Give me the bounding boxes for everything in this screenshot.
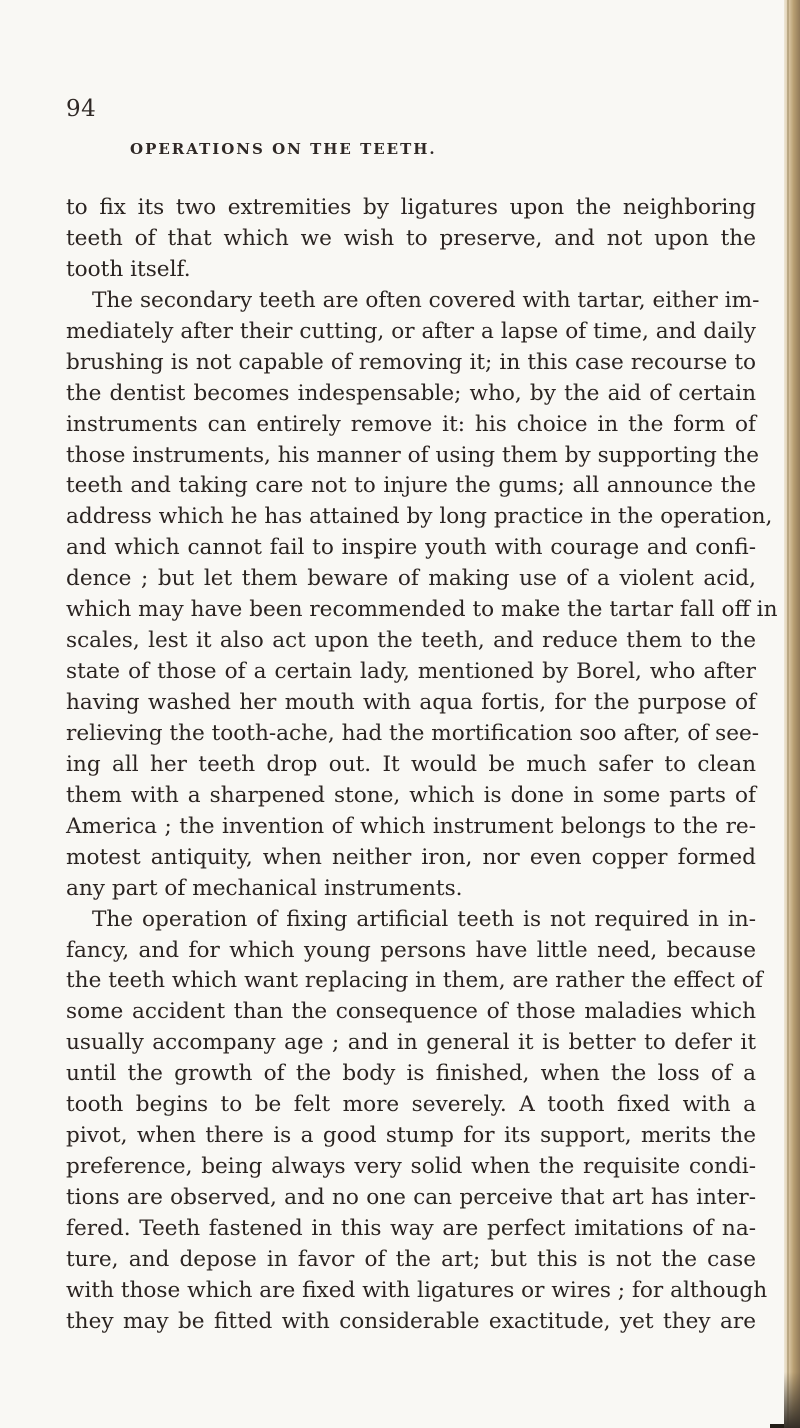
text-line: mediately after their cutting, or after a lapse of time, and daily — [66, 318, 756, 344]
text-line: fancy, and for which young persons have little need, because — [66, 937, 756, 963]
text-line: with those which are fixed with ligatures or wires ; for although — [66, 1277, 768, 1303]
text-line: tions are observed, and no one can perceive that art has inter- — [66, 1185, 756, 1210]
text-line: state of those of a certain lady, mentioned by Borel, who after — [66, 659, 756, 685]
text-line: having washed her mouth with aqua fortis, for the purpose of — [66, 690, 756, 715]
text-line: teeth and taking care not to injure the gums; all announce the — [66, 473, 756, 499]
text-line: dence ; but let them beware of making use of a violent acid, — [66, 566, 756, 592]
text-line: tooth begins to be felt more severely. A tooth fixed with a — [66, 1092, 756, 1118]
text-line: scales, lest it also act upon the teeth, and reduce them to the — [66, 628, 756, 654]
text-line: teeth of that which we wish to preserve, and not upon the — [66, 225, 756, 251]
text-line: ing all her teeth drop out. It would be much safer to clean — [66, 751, 756, 777]
text-line: any part of mechanical instruments. — [66, 875, 463, 901]
text-line: The secondary teeth are often covered with tartar, either im- — [92, 287, 760, 313]
running-head: OPERATIONS ON THE TEETH. — [130, 140, 437, 158]
text-line: The operation of fixing artificial teeth is not required in in- — [92, 906, 756, 932]
text-line: preference, being always very solid when the requisite condi- — [66, 1154, 756, 1180]
page-header — [66, 96, 756, 166]
text-line: the teeth which want replacing in them, are rather the effect of — [66, 968, 763, 994]
text-line: fered. Teeth fastened in this way are perfect imitations of na- — [66, 1215, 756, 1241]
page-number: 94 — [66, 96, 97, 122]
text-line: they may be fitted with considerable exactitude, yet they are — [66, 1308, 756, 1334]
text-line: instruments can entirely remove it: his choice in the form of — [66, 411, 756, 437]
text-line: the dentist becomes indespensable; who, by the aid of certain — [66, 380, 756, 406]
text-line: those instruments, his manner of using them by supporting the — [66, 442, 760, 468]
text-line: them with a sharpened stone, which is done in some parts of — [66, 782, 756, 808]
text-line: which may have been recommended to make the tartar fall off in — [66, 597, 778, 623]
text-line: usually accompany age ; and in general it is better to defer it — [66, 1030, 756, 1056]
text-line: some accident than the consequence of those maladies which — [66, 999, 756, 1025]
text-line: pivot, when there is a good stump for its support, merits the — [66, 1123, 756, 1149]
text-line: until the growth of the body is finished, when the loss of a — [66, 1061, 756, 1087]
text-line: to fix its two extremities by ligatures upon the neighboring — [66, 195, 756, 220]
text-line: tooth itself. — [66, 256, 191, 282]
page-edge-shadow — [784, 0, 800, 1428]
text-line: and which cannot fail to inspire youth with courage and confi- — [66, 535, 756, 561]
body-text — [66, 193, 778, 1338]
text-line: brushing is not capable of removing it; in this case recourse to — [66, 349, 756, 375]
page-corner-mark — [770, 1424, 784, 1428]
text-line: relieving the tooth-ache, had the mortification soo after, of see- — [66, 720, 760, 746]
text-line: address which he has attained by long practice in the operation, — [66, 504, 773, 530]
text-line: America ; the invention of which instrument belongs to the re- — [66, 813, 756, 839]
text-line: ture, and depose in favor of the art; but this is not the case — [66, 1246, 756, 1272]
text-line: motest antiquity, when neither iron, nor even copper formed — [66, 844, 756, 870]
